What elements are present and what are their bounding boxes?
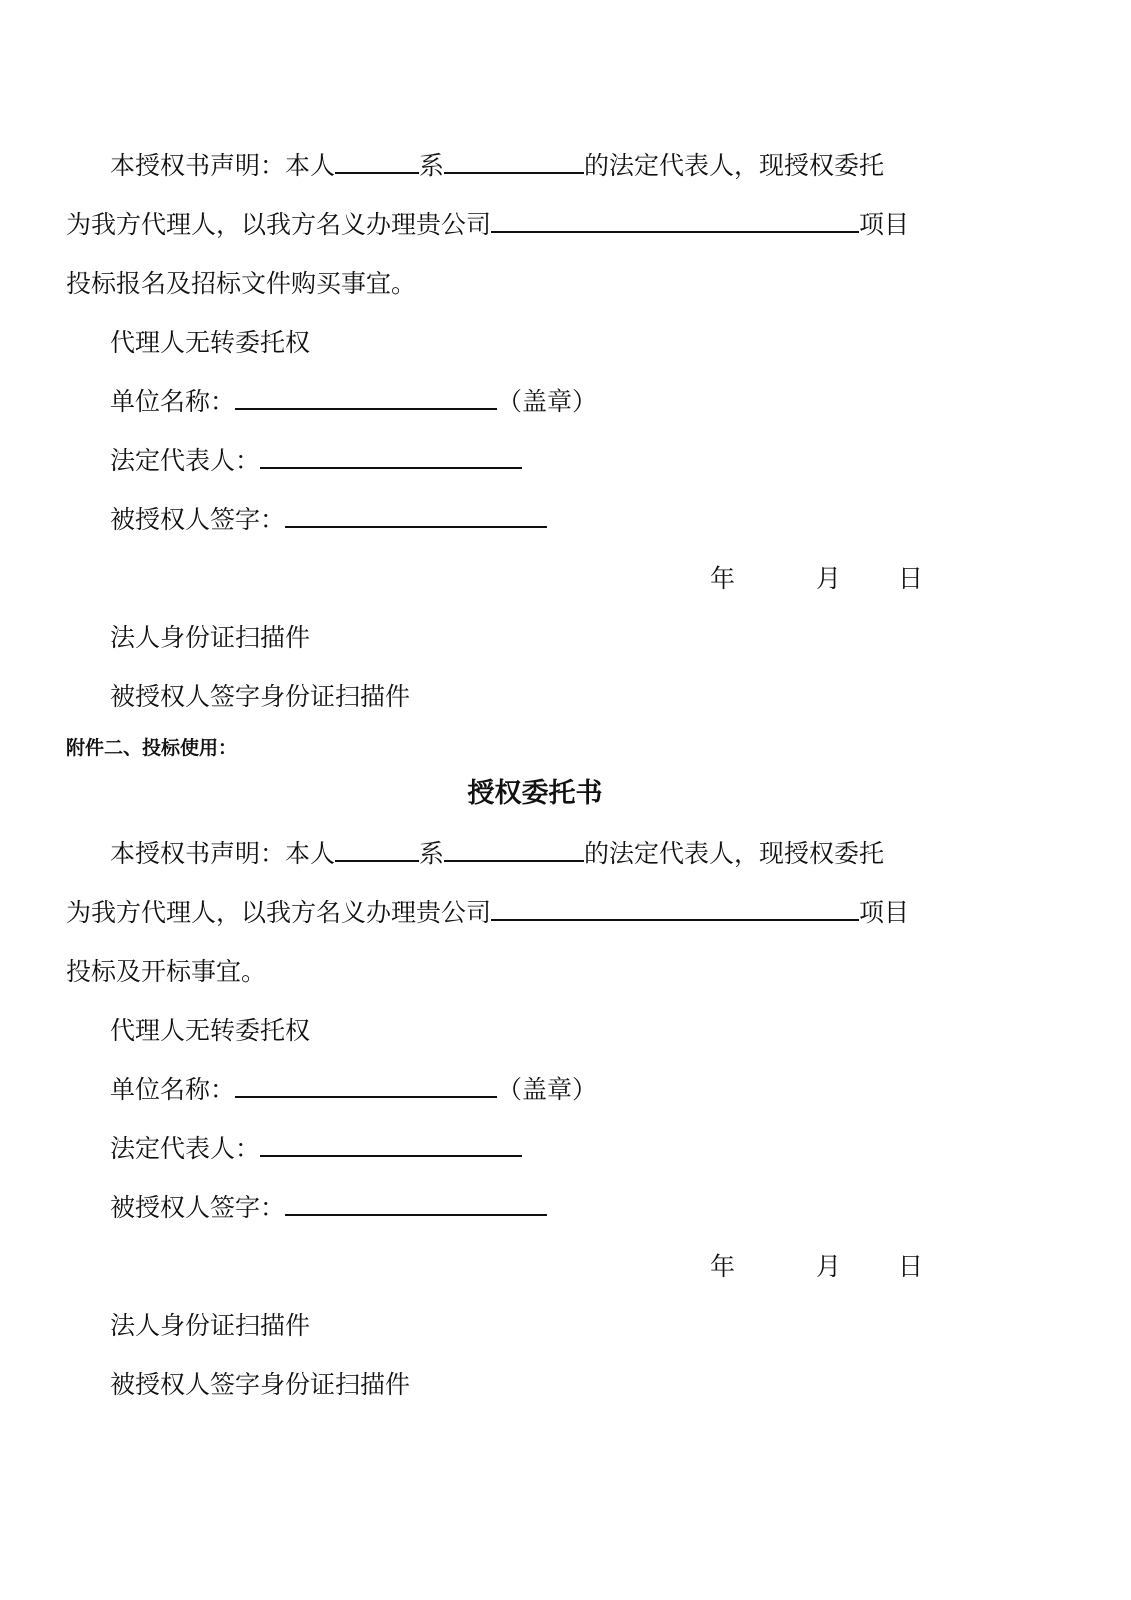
agent-line [66, 209, 909, 241]
date-year: 年 [710, 564, 736, 593]
statement-prefix: 本授权书声明：本人 [110, 839, 336, 868]
purpose-line: 投标及开标事宜。 [66, 957, 267, 986]
agent-line [66, 897, 909, 929]
authorized-sign-row [110, 1192, 547, 1224]
purpose-line: 投标报名及招标文件购买事宜。 [66, 269, 417, 298]
company-blank[interactable] [444, 150, 584, 174]
legal-rep-blank[interactable] [260, 445, 522, 469]
statement-suffix: 的法定代表人，现授权委托 [584, 151, 885, 180]
date-day: 日 [898, 564, 924, 593]
document-title: 授权委托书 [467, 778, 603, 809]
statement-prefix: 本授权书声明：本人 [110, 151, 336, 180]
authorized-id-scan: 被授权人签字身份证扫描件 [110, 1370, 411, 1399]
legal-rep-row [110, 1133, 522, 1165]
date-year: 年 [710, 1252, 736, 1281]
agent-prefix: 为我方代理人，以我方名义办理贵公司 [66, 898, 492, 927]
name-blank[interactable] [335, 150, 419, 174]
unit-name-label: 单位名称： [110, 387, 236, 416]
statement-line [110, 150, 884, 182]
legal-id-scan: 法人身份证扫描件 [110, 1311, 311, 1340]
company-blank[interactable] [444, 838, 584, 862]
name-blank[interactable] [335, 838, 419, 862]
seal-note: （盖章） [497, 1075, 598, 1104]
agent-prefix: 为我方代理人，以我方名义办理贵公司 [66, 210, 492, 239]
statement-suffix: 的法定代表人，现授权委托 [584, 839, 885, 868]
unit-name-label: 单位名称： [110, 1075, 236, 1104]
unit-name-blank[interactable] [235, 1074, 497, 1098]
legal-id-scan: 法人身份证扫描件 [110, 623, 311, 652]
unit-name-row [110, 386, 597, 418]
statement-mid: 系 [419, 151, 445, 180]
authorized-sign-label: 被授权人签字： [110, 1193, 286, 1222]
legal-rep-blank[interactable] [260, 1133, 522, 1157]
no-subdelegation: 代理人无转委托权 [110, 328, 311, 357]
statement-line [110, 838, 884, 870]
project-blank[interactable] [491, 897, 859, 921]
legal-rep-label: 法定代表人： [110, 446, 261, 475]
agent-suffix: 项目 [859, 898, 910, 927]
date-month: 月 [816, 1252, 842, 1281]
attachment-heading: 附件二、投标使用： [66, 737, 238, 759]
date-month: 月 [816, 564, 842, 593]
no-subdelegation: 代理人无转委托权 [110, 1016, 311, 1045]
authorized-sign-blank[interactable] [285, 504, 547, 528]
authorized-sign-row [110, 504, 547, 536]
date-day: 日 [898, 1252, 924, 1281]
authorized-id-scan: 被授权人签字身份证扫描件 [110, 682, 411, 711]
agent-suffix: 项目 [859, 210, 910, 239]
seal-note: （盖章） [497, 387, 598, 416]
unit-name-blank[interactable] [235, 386, 497, 410]
legal-rep-label: 法定代表人： [110, 1134, 261, 1163]
legal-rep-row [110, 445, 522, 477]
statement-mid: 系 [419, 839, 445, 868]
unit-name-row [110, 1074, 597, 1106]
authorized-sign-label: 被授权人签字： [110, 505, 286, 534]
authorized-sign-blank[interactable] [285, 1192, 547, 1216]
project-blank[interactable] [491, 209, 859, 233]
